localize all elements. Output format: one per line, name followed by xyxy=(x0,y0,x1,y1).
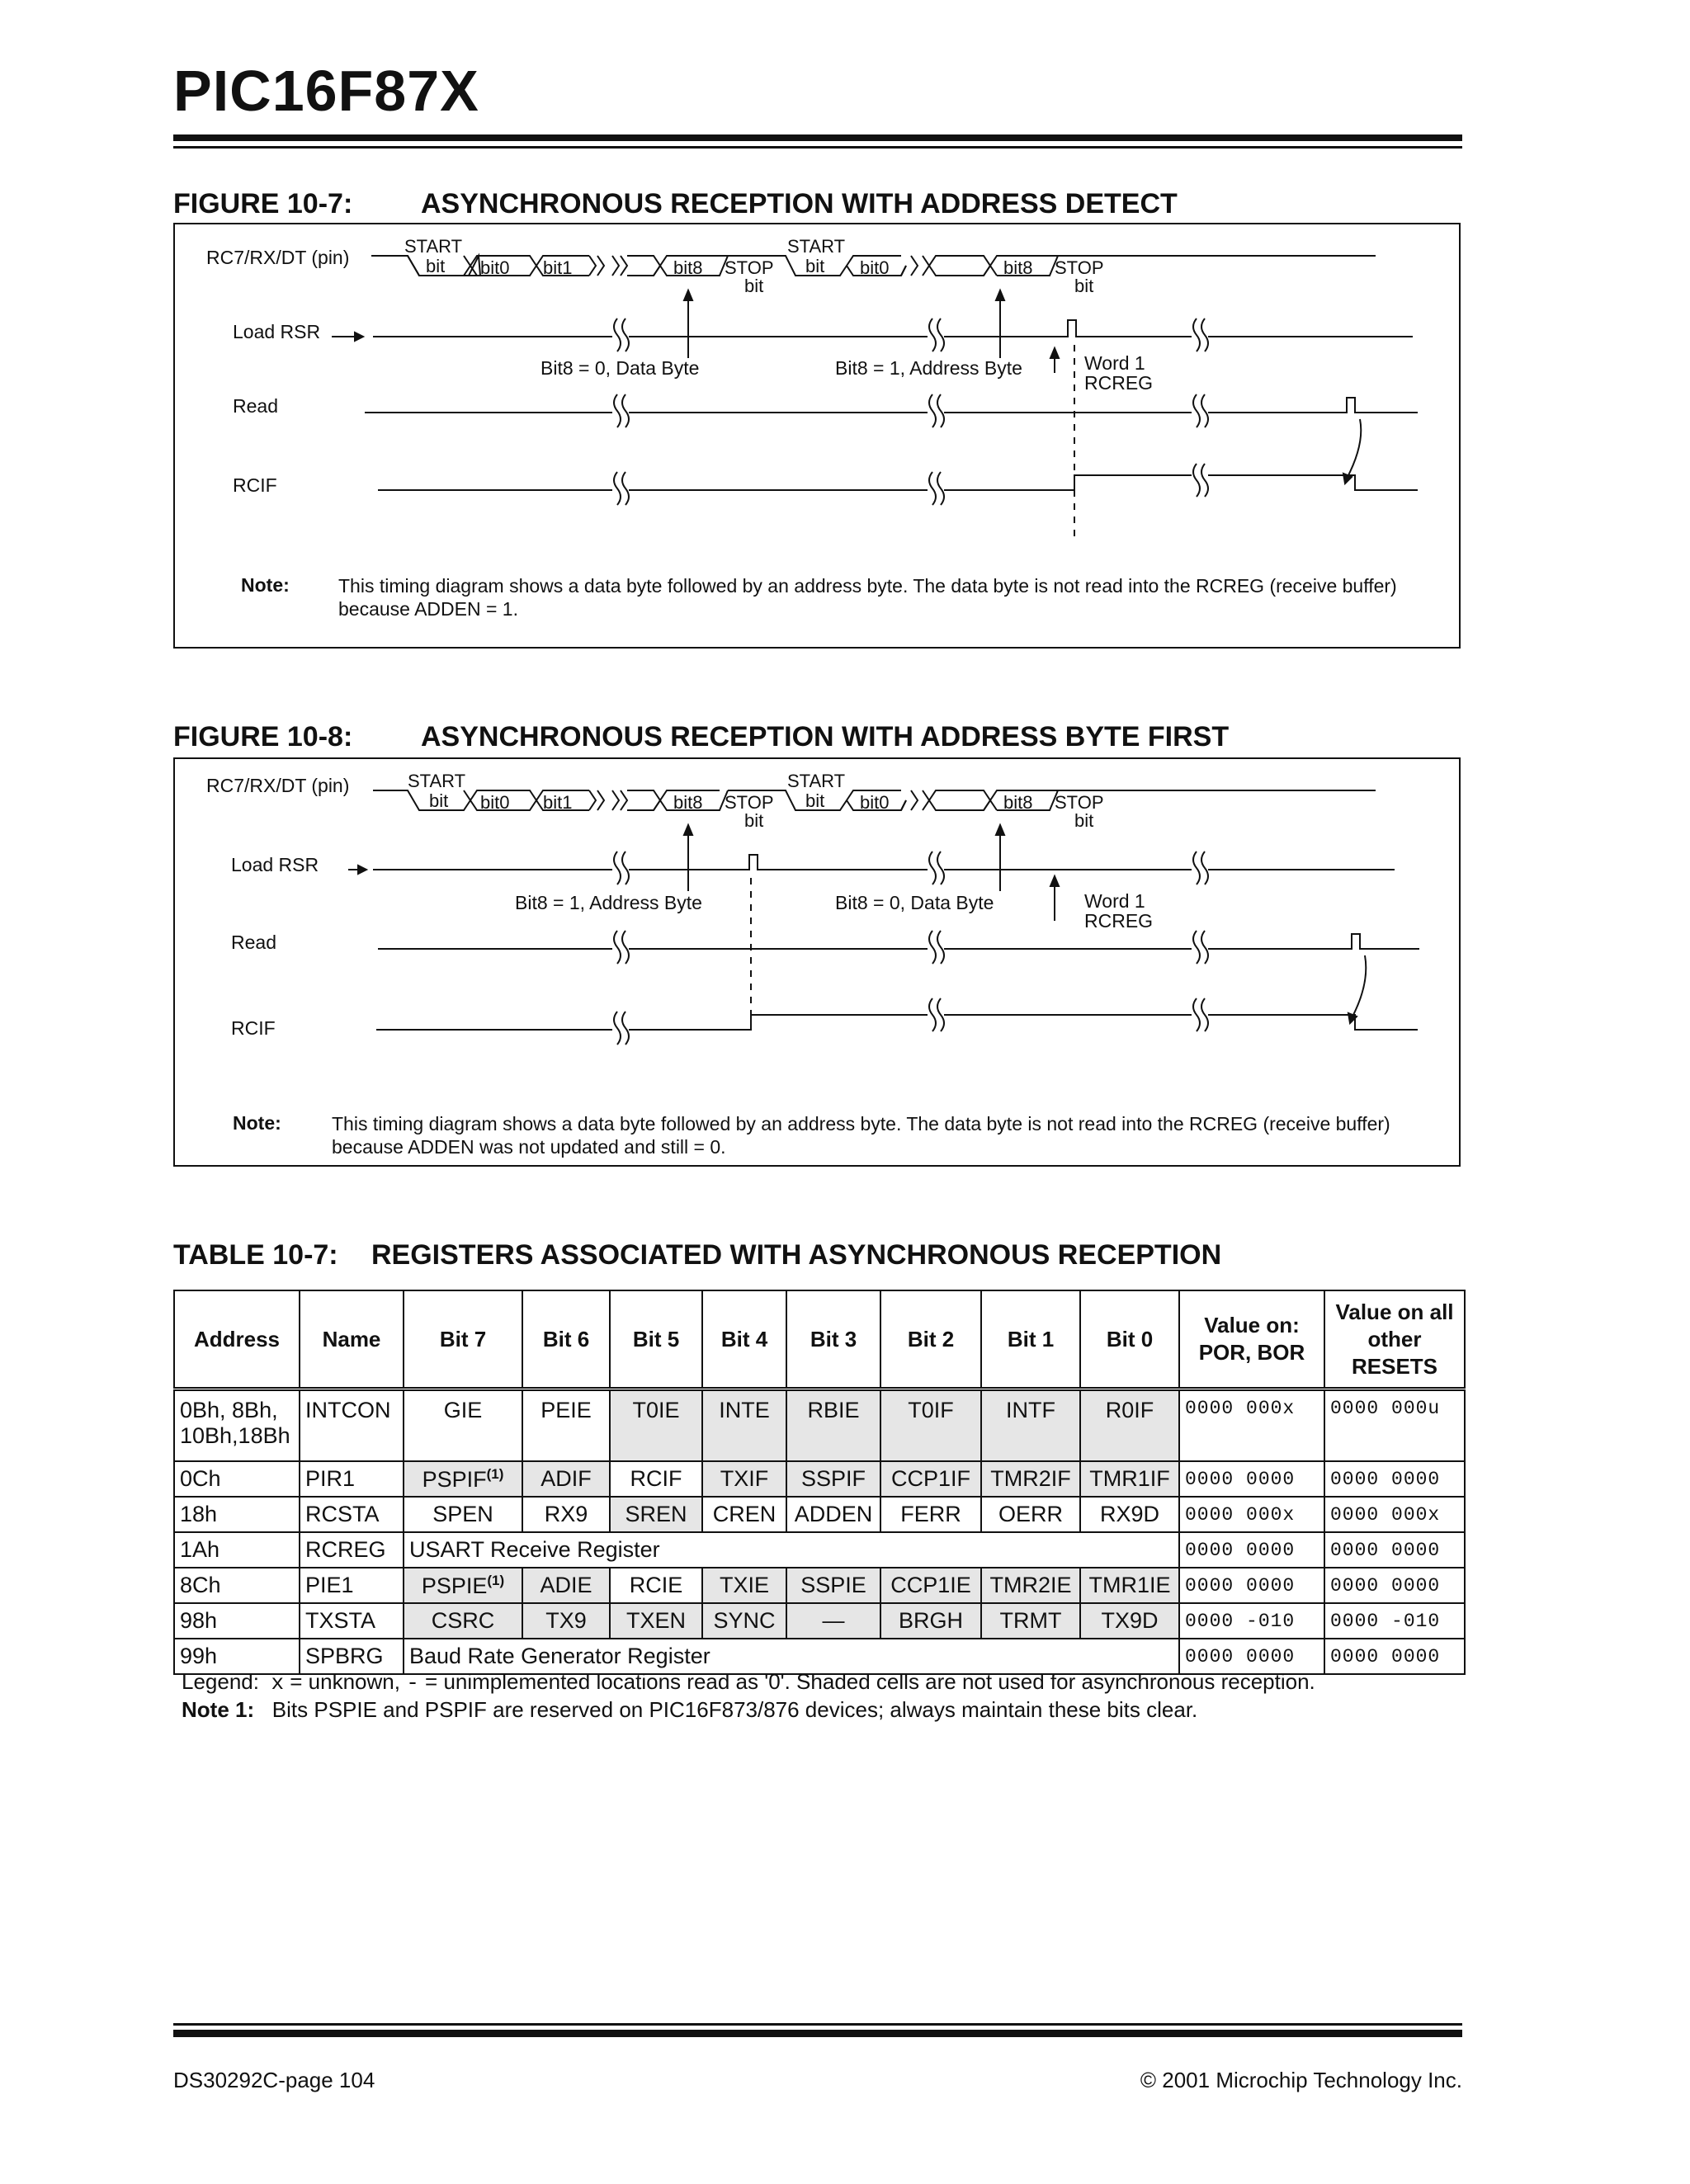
bit-name: RCIE xyxy=(629,1573,683,1597)
table-row xyxy=(174,1497,1465,1532)
bit-name: TRMT xyxy=(999,1608,1062,1633)
col-bit1: Bit 1 xyxy=(981,1290,1080,1389)
cell-value-other-resets: 0000 0000 xyxy=(1324,1532,1465,1568)
bit-name: CREN xyxy=(712,1502,777,1526)
cell-bit5 xyxy=(610,1497,702,1532)
cell-span-description: USART Receive Register xyxy=(404,1532,1179,1568)
fig8-word-label-2: RCREG xyxy=(1084,910,1154,932)
bit-name: TXIF xyxy=(720,1466,769,1491)
fig8-bit8-2: bit8 xyxy=(1003,792,1033,813)
bit-name: TXEN xyxy=(625,1608,686,1633)
figure-7-number: FIGURE 10-7: xyxy=(173,188,353,219)
document-title: PIC16F87X xyxy=(173,59,479,123)
figure-8-number: FIGURE 10-8: xyxy=(173,721,353,752)
bit-name: T0IF xyxy=(908,1398,954,1422)
fig8-startbit-2: bit xyxy=(805,790,825,811)
footnote-marker: (1) xyxy=(487,1572,505,1588)
cell-name: PIE1 xyxy=(300,1568,404,1603)
bit-name: INTE xyxy=(719,1398,770,1422)
table-note-text: Bits PSPIE and PSPIF are reserved on PIC16F873/876 devices; always maintain these bits clear. xyxy=(271,1697,1198,1722)
cell-bit6 xyxy=(522,1389,610,1462)
fig8-signal-loadrsr: Load RSR xyxy=(231,854,319,875)
cell-bit1 xyxy=(981,1603,1080,1639)
bit-name: RX9 xyxy=(544,1502,588,1526)
fig8-note-label: Note: xyxy=(233,1112,281,1134)
bit-name: GIE xyxy=(443,1398,483,1422)
col-bit3: Bit 3 xyxy=(786,1290,880,1389)
cell-bit6 xyxy=(522,1603,610,1639)
col-bit2: Bit 2 xyxy=(880,1290,981,1389)
fig8-annotation-1: Bit8 = 1, Address Byte xyxy=(515,892,702,913)
bit-name: TXIE xyxy=(719,1573,769,1597)
fig7-startbit-1: bit xyxy=(426,256,446,276)
cell-value-por-bor: 0000 000x xyxy=(1179,1389,1324,1462)
figure-7-diagram xyxy=(173,223,1461,649)
fig8-start-2: START xyxy=(787,771,846,791)
header-rule-thin xyxy=(173,146,1462,149)
cell-bit5 xyxy=(610,1603,702,1639)
fig8-stopbit-2: bit xyxy=(1074,810,1094,831)
cell-bit2 xyxy=(880,1461,981,1497)
cell-value-other-resets: 0000 0000 xyxy=(1324,1461,1465,1497)
fig8-note-text: This timing diagram shows a data byte followed by an address byte. The data byte is not read into the RCREG (receive buffer) because ADDEN was not updated and still = 0. xyxy=(332,1113,1390,1158)
header-rule-thick xyxy=(173,134,1462,141)
figure-7-title: ASYNCHRONOUS RECEPTION WITH ADDRESS DETECT xyxy=(421,188,1178,219)
bit-name: SREN xyxy=(625,1502,687,1526)
bit-name: PEIE xyxy=(541,1398,592,1422)
cell-name: INTCON xyxy=(300,1389,404,1462)
cell-name: RCREG xyxy=(300,1532,404,1568)
legend-mid: = unknown, xyxy=(284,1669,407,1694)
bit-name: TX9D xyxy=(1101,1608,1159,1633)
cell-value-other-resets: 0000 -010 xyxy=(1324,1603,1465,1639)
footer-rule-thin xyxy=(173,2023,1462,2026)
legend-rest: = unimplemented locations read as '0'. Shaded cells are not used for asynchronous reception. xyxy=(418,1669,1315,1694)
figure-8-diagram xyxy=(173,757,1461,1167)
table-legend xyxy=(182,1669,1315,1696)
cell-bit3 xyxy=(786,1461,880,1497)
fig8-start-1: START xyxy=(408,771,466,791)
table-note-label: Note 1: xyxy=(182,1697,255,1722)
footer-page-number: DS30292C-page 104 xyxy=(173,2068,375,2092)
table-row xyxy=(174,1461,1465,1497)
table-row xyxy=(174,1389,1465,1462)
cell-bit2 xyxy=(880,1497,981,1532)
cell-bit5 xyxy=(610,1389,702,1462)
col-bit6: Bit 6 xyxy=(522,1290,610,1389)
cell-bit0 xyxy=(1080,1603,1179,1639)
table-row xyxy=(174,1568,1465,1603)
cell-value-other-resets: 0000 000u xyxy=(1324,1389,1465,1462)
cell-value-other-resets: 0000 0000 xyxy=(1324,1639,1465,1674)
fig8-startbit-1: bit xyxy=(429,790,449,811)
cell-name: TXSTA xyxy=(300,1603,404,1639)
fig8-bit8-1: bit8 xyxy=(673,792,703,813)
cell-bit7 xyxy=(404,1603,522,1639)
cell-value-por-bor: 0000 000x xyxy=(1179,1497,1324,1532)
cell-bit0 xyxy=(1080,1568,1179,1603)
col-bit0: Bit 0 xyxy=(1080,1290,1179,1389)
cell-value-por-bor: 0000 0000 xyxy=(1179,1461,1324,1497)
table-note xyxy=(182,1697,1197,1723)
bit-name: ADIF xyxy=(541,1466,592,1491)
cell-address: 98h xyxy=(174,1603,300,1639)
bit-name: RX9D xyxy=(1099,1502,1160,1526)
bit-name: T0IE xyxy=(632,1398,680,1422)
cell-bit4 xyxy=(702,1461,786,1497)
cell-bit6 xyxy=(522,1461,610,1497)
bit-name: OERR xyxy=(998,1502,1063,1526)
cell-bit7 xyxy=(404,1568,522,1603)
fig8-signal-rx: RC7/RX/DT (pin) xyxy=(206,775,350,796)
cell-bit4 xyxy=(702,1568,786,1603)
col-address: Address xyxy=(174,1290,300,1389)
fig7-signal-rcif: RCIF xyxy=(233,474,277,496)
cell-address: 8Ch xyxy=(174,1568,300,1603)
fig8-stopbit-1: bit xyxy=(744,810,764,831)
cell-span-description: Baud Rate Generator Register xyxy=(404,1639,1179,1674)
fig7-word-label-1: Word 1 xyxy=(1084,352,1145,374)
bit-name: TX9 xyxy=(545,1608,587,1633)
col-bit4: Bit 4 xyxy=(702,1290,786,1389)
cell-bit2 xyxy=(880,1389,981,1462)
fig7-bit0-1: bit0 xyxy=(480,257,510,278)
registers-table xyxy=(173,1290,1466,1675)
fig8-stop-1: STOP xyxy=(725,792,774,813)
cell-bit0 xyxy=(1080,1497,1179,1532)
fig7-signal-read: Read xyxy=(233,395,278,417)
figure-8-timing-svg xyxy=(175,759,1462,1168)
fig7-signal-rx: RC7/RX/DT (pin) xyxy=(206,247,350,268)
cell-value-other-resets: 0000 0000 xyxy=(1324,1568,1465,1603)
bit-name: TMR1IE xyxy=(1088,1573,1171,1597)
cell-bit3 xyxy=(786,1497,880,1532)
fig7-word-label-2: RCREG xyxy=(1084,372,1154,394)
bit-name: BRGH xyxy=(898,1608,963,1633)
fig7-stopbit-2: bit xyxy=(1074,276,1094,296)
fig8-signal-read: Read xyxy=(231,932,276,953)
figure-8-title: ASYNCHRONOUS RECEPTION WITH ADDRESS BYTE FIRST xyxy=(421,721,1230,752)
cell-address: 0Ch xyxy=(174,1461,300,1497)
bit-name: SPEN xyxy=(432,1502,493,1526)
cell-bit6 xyxy=(522,1497,610,1532)
fig7-bit8-2: bit8 xyxy=(1003,257,1033,278)
fig7-signal-loadrsr: Load RSR xyxy=(233,321,321,342)
fig7-start-1: START xyxy=(404,236,463,257)
fig7-start-2: START xyxy=(787,236,846,257)
table-header-row xyxy=(174,1290,1465,1389)
fig8-word-label-1: Word 1 xyxy=(1084,890,1145,912)
table-row xyxy=(174,1603,1465,1639)
bit-name: CCP1IE xyxy=(890,1573,971,1597)
bit-name: TMR2IF xyxy=(990,1466,1071,1491)
cell-bit0 xyxy=(1080,1389,1179,1462)
cell-bit0 xyxy=(1080,1461,1179,1497)
footer-copyright: © 2001 Microchip Technology Inc. xyxy=(1140,2068,1462,2092)
cell-address: 0Bh, 8Bh, 10Bh,18Bh xyxy=(174,1389,300,1462)
table-title: REGISTERS ASSOCIATED WITH ASYNCHRONOUS RECEPTION xyxy=(371,1239,1222,1271)
fig7-bit0-2: bit0 xyxy=(860,257,890,278)
fig7-bit1-1: bit1 xyxy=(543,257,573,278)
bit-name: TMR2IE xyxy=(989,1573,1072,1597)
cell-name: SPBRG xyxy=(300,1639,404,1674)
cell-bit1 xyxy=(981,1497,1080,1532)
fig8-annotation-2: Bit8 = 0, Data Byte xyxy=(835,892,994,913)
fig8-bit1-1: bit1 xyxy=(543,792,573,813)
fig7-note-text: This timing diagram shows a data byte followed by an address byte. The data byte is not read into the RCREG (receive buffer) because ADDEN = 1. xyxy=(338,575,1397,620)
cell-bit6 xyxy=(522,1568,610,1603)
col-bit7: Bit 7 xyxy=(404,1290,522,1389)
bit-name: CSRC xyxy=(431,1608,495,1633)
footer-rule-thick xyxy=(173,2030,1462,2037)
fig8-bit0-2: bit0 xyxy=(860,792,890,813)
cell-bit7 xyxy=(404,1497,522,1532)
cell-address: 18h xyxy=(174,1497,300,1532)
cell-value-other-resets: 0000 000x xyxy=(1324,1497,1465,1532)
cell-bit3 xyxy=(786,1389,880,1462)
cell-bit4 xyxy=(702,1497,786,1532)
bit-name: — xyxy=(822,1608,845,1633)
col-name: Name xyxy=(300,1290,404,1389)
cell-bit5 xyxy=(610,1568,702,1603)
cell-address: 99h xyxy=(174,1639,300,1674)
bit-name: INTF xyxy=(1006,1398,1055,1422)
col-value-por-bor: Value on: POR, BOR xyxy=(1179,1290,1324,1389)
cell-bit7 xyxy=(404,1389,522,1462)
bit-name: R0IF xyxy=(1105,1398,1154,1422)
table-number: TABLE 10-7: xyxy=(173,1239,338,1271)
fig7-bit8-1: bit8 xyxy=(673,257,703,278)
cell-bit4 xyxy=(702,1389,786,1462)
cell-bit1 xyxy=(981,1568,1080,1603)
bit-name: SSPIF xyxy=(800,1466,866,1491)
legend-dash: - xyxy=(406,1671,419,1696)
cell-bit2 xyxy=(880,1603,981,1639)
cell-name: RCSTA xyxy=(300,1497,404,1532)
cell-name: PIR1 xyxy=(300,1461,404,1497)
bit-name: ADDEN xyxy=(794,1502,873,1526)
footnote-marker: (1) xyxy=(486,1465,504,1482)
col-bit5: Bit 5 xyxy=(610,1290,702,1389)
cell-bit1 xyxy=(981,1461,1080,1497)
fig8-stop-2: STOP xyxy=(1055,792,1104,813)
bit-name: ADIE xyxy=(540,1573,592,1597)
cell-bit3 xyxy=(786,1603,880,1639)
cell-address: 1Ah xyxy=(174,1532,300,1568)
bit-name: SYNC xyxy=(713,1608,776,1633)
cell-bit7 xyxy=(404,1461,522,1497)
bit-name: SSPIE xyxy=(800,1573,866,1597)
bit-name: RBIE xyxy=(807,1398,860,1422)
legend-x: x xyxy=(271,1671,285,1696)
bit-name: FERR xyxy=(900,1502,961,1526)
fig7-annotation-2: Bit8 = 1, Address Byte xyxy=(835,357,1022,379)
col-value-other-resets: Value on all other RESETS xyxy=(1324,1290,1465,1389)
cell-bit4 xyxy=(702,1603,786,1639)
cell-bit2 xyxy=(880,1568,981,1603)
cell-bit1 xyxy=(981,1389,1080,1462)
fig7-annotation-1: Bit8 = 0, Data Byte xyxy=(541,357,700,379)
fig8-signal-rcif: RCIF xyxy=(231,1017,276,1039)
fig7-startbit-2: bit xyxy=(805,256,825,276)
legend-prefix: Legend: xyxy=(182,1669,259,1694)
cell-value-por-bor: 0000 0000 xyxy=(1179,1532,1324,1568)
bit-name: TMR1IF xyxy=(1089,1466,1170,1491)
cell-bit3 xyxy=(786,1568,880,1603)
cell-value-por-bor: 0000 0000 xyxy=(1179,1639,1324,1674)
fig7-note-label: Note: xyxy=(241,574,290,596)
fig7-stopbit-1: bit xyxy=(744,276,764,296)
fig7-stop-2: STOP xyxy=(1055,257,1104,278)
fig8-bit0-1: bit0 xyxy=(480,792,510,813)
bit-name: RCIF xyxy=(630,1466,682,1491)
bit-name: CCP1IF xyxy=(890,1466,971,1491)
cell-bit5 xyxy=(610,1461,702,1497)
cell-value-por-bor: 0000 -010 xyxy=(1179,1603,1324,1639)
table-row xyxy=(174,1532,1465,1568)
bit-name: PSPIF xyxy=(422,1466,487,1492)
bit-name: PSPIE xyxy=(421,1573,488,1598)
cell-value-por-bor: 0000 0000 xyxy=(1179,1568,1324,1603)
fig7-stop-1: STOP xyxy=(725,257,774,278)
